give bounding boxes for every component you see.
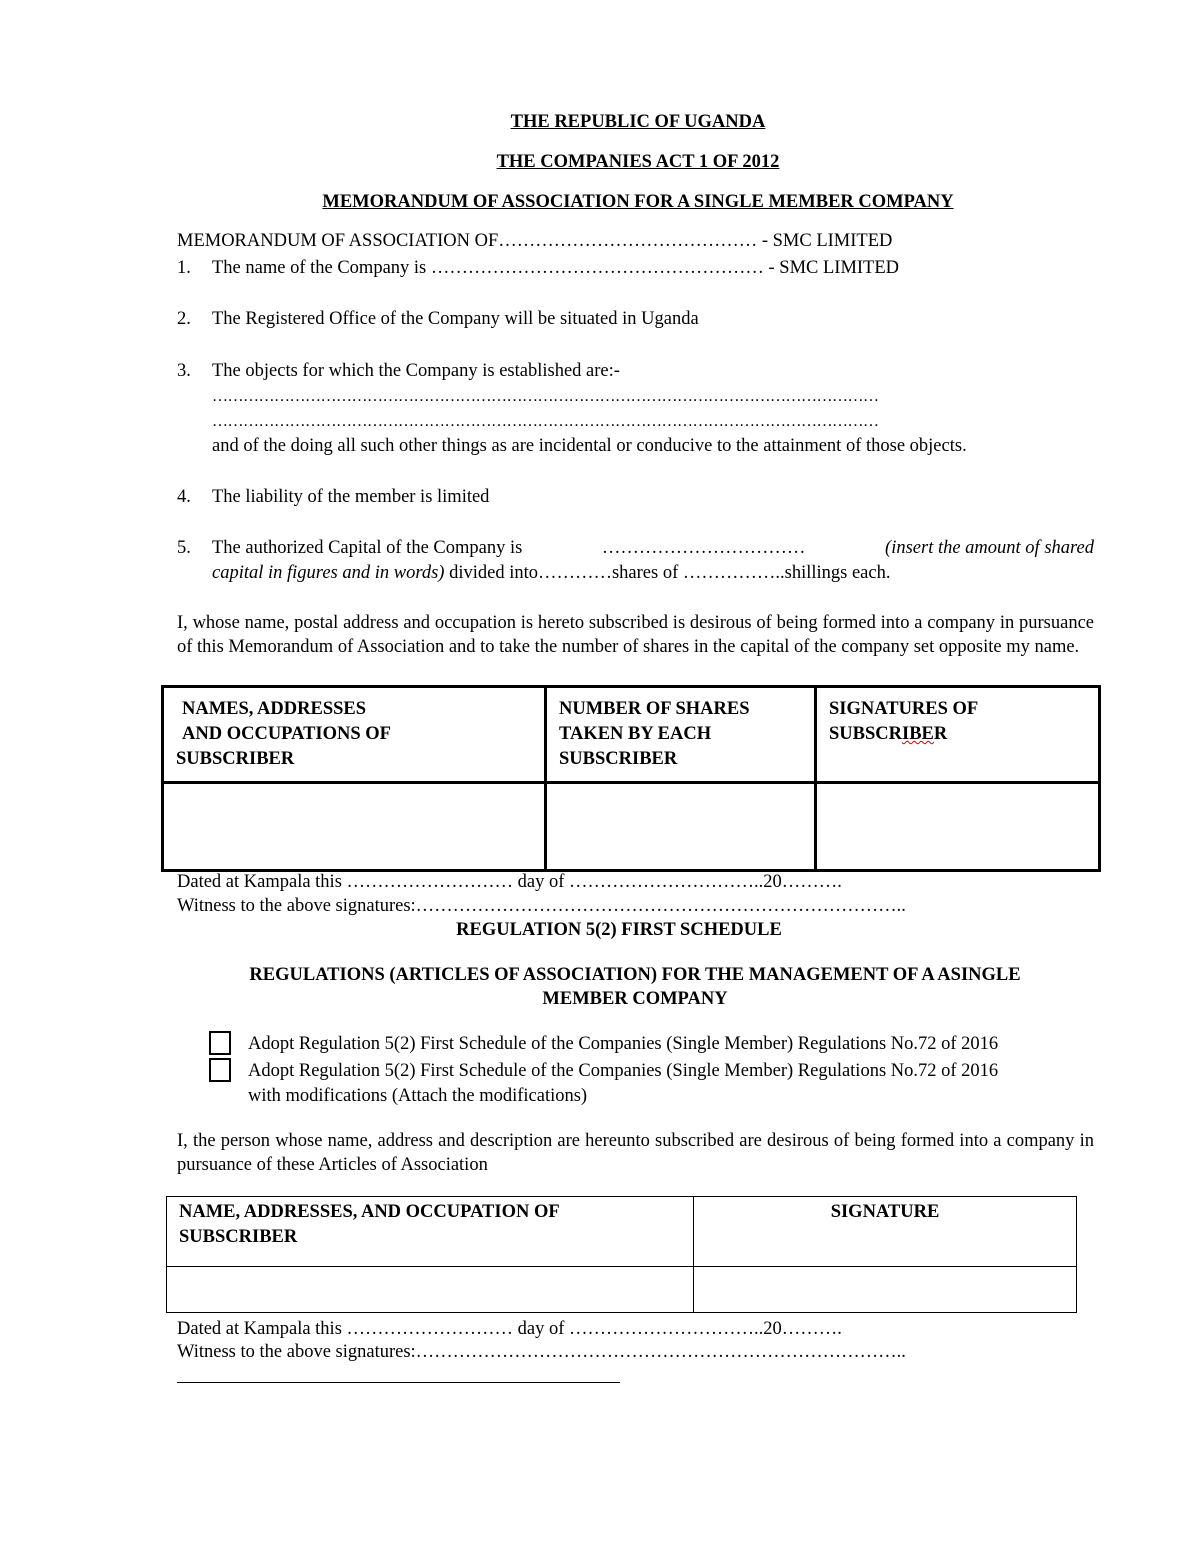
adopt-with-modifications-checkbox[interactable] <box>209 1058 231 1082</box>
adopt-modified-option-label: Adopt Regulation 5(2) First Schedule of the Companies (Single Member) Regulations No.72 of 2016 <box>248 1061 999 1081</box>
witness-line: Witness to the above signatures:…………………………………………………………………….. <box>177 896 906 916</box>
capital-hint-continued: capital in figures and in words) <box>212 563 445 583</box>
header-line: SUBSCRIBER <box>179 1227 298 1247</box>
clause-number: 2. <box>177 309 191 329</box>
footnote-divider <box>177 1382 620 1383</box>
header-line: NAME, ADDRESSES, AND OCCUPATION OF <box>179 1202 560 1222</box>
column-number-of-shares <box>546 687 816 783</box>
clause-number: 3. <box>177 361 191 381</box>
clause-capital-line-1 <box>212 536 1094 560</box>
clause-capital-line-2 <box>212 561 890 585</box>
table-header-row <box>163 687 1100 783</box>
objects-blank-line-2: ………………………………………………………………………………………………………………… <box>212 413 879 430</box>
clause-liability: The liability of the member is limited <box>212 487 490 507</box>
header-line: SUBSCRIBER <box>559 749 678 769</box>
dated-line: Dated at Kampala this ……………………… day of …………………………..20………. <box>177 1319 842 1339</box>
header-line: AND OCCUPATIONS OF <box>182 724 391 744</box>
memorandum-of-heading: MEMORANDUM OF ASSOCIATION OF…………………………………… - SMC LIMITED <box>177 231 893 251</box>
header-line: NUMBER OF SHARES <box>559 699 750 719</box>
capital-hint: (insert the amount of shared <box>885 538 1094 558</box>
memorandum-declaration: I, whose name, postal address and occupation is hereto subscribed is desirous of being formed into a company in pursuance of this Memorandum of Association and to take the number of shares in the capital of the company set opposite my name. <box>177 613 1094 657</box>
adopt-option-label: Adopt Regulation 5(2) First Schedule of the Companies (Single Member) Regulations No.72 of 2016 <box>248 1034 999 1054</box>
regulations-title: REGULATIONS (ARTICLES OF ASSOCIATION) FOR THE MANAGEMENT OF A ASINGLE <box>249 965 1021 985</box>
clause-number: 5. <box>177 538 191 558</box>
dated-line: Dated at Kampala this ……………………… day of …………………………..20………. <box>177 872 842 892</box>
capital-label: The authorized Capital of the Company is <box>212 538 523 558</box>
header-line: SUBSCRIBER <box>176 749 295 769</box>
header-text: SUBSCR <box>829 724 902 744</box>
witness-line: Witness to the above signatures:…………………………………………………………………….. <box>177 1342 906 1362</box>
table-header-row <box>167 1197 1077 1267</box>
column-names-addresses <box>163 687 546 783</box>
table-row <box>163 783 1100 871</box>
subscriber-table <box>161 685 1101 872</box>
header-line: NAMES, ADDRESSES <box>182 699 367 719</box>
capital-dots: …………………………… <box>601 538 806 558</box>
adopt-checkbox[interactable] <box>209 1031 231 1055</box>
clause-registered-office: The Registered Office of the Company will be situated in Uganda <box>212 309 699 329</box>
header-line: TAKEN BY EACH <box>559 724 712 744</box>
adopt-modified-option-note: with modifications (Attach the modifications) <box>248 1086 588 1106</box>
subscriber-name-cell[interactable] <box>163 783 546 871</box>
header-line: SIGNATURE <box>830 1202 940 1222</box>
clause-number: 4. <box>177 487 191 507</box>
capital-shares: divided into…………shares of ……………..shillings each. <box>444 563 891 583</box>
regulation-schedule-heading: REGULATION 5(2) FIRST SCHEDULE <box>456 920 782 940</box>
spellcheck-mark: IBE <box>902 724 934 744</box>
clause-company-name: The name of the Company is ……………………………………………… - SMC LIMITED <box>212 258 900 278</box>
act-heading: THE COMPANIES ACT 1 OF 2012 <box>496 152 780 172</box>
column-name-addresses <box>167 1197 694 1267</box>
objects-tail: and of the doing all such other things as are incidental or conducive to the attainment of those objects. <box>212 436 967 456</box>
header-line: SIGNATURES OF <box>829 699 979 719</box>
header-text: R <box>933 724 948 744</box>
table-row <box>167 1267 1077 1313</box>
subscriber-name-cell[interactable] <box>167 1267 694 1313</box>
column-signature <box>694 1197 1077 1267</box>
header-line <box>829 722 1086 747</box>
articles-declaration: I, the person whose name, address and description are hereunto subscribed are desirous of being formed into a company in pursuance of these Articles of Association <box>177 1131 1094 1175</box>
shares-taken-cell[interactable] <box>546 783 816 871</box>
objects-blank-line-1: ………………………………………………………………………………………………………………… <box>212 388 879 405</box>
regulations-title-continued: MEMBER COMPANY <box>542 989 728 1009</box>
articles-subscriber-table <box>166 1196 1077 1313</box>
signature-cell[interactable] <box>816 783 1100 871</box>
memorandum-title: MEMORANDUM OF ASSOCIATION FOR A SINGLE MEMBER COMPANY <box>322 192 954 212</box>
signature-cell[interactable] <box>694 1267 1077 1313</box>
clause-number: 1. <box>177 258 191 278</box>
column-signatures <box>816 687 1100 783</box>
clause-objects: The objects for which the Company is established are:- <box>212 361 620 381</box>
republic-heading: THE REPUBLIC OF UGANDA <box>510 112 766 132</box>
